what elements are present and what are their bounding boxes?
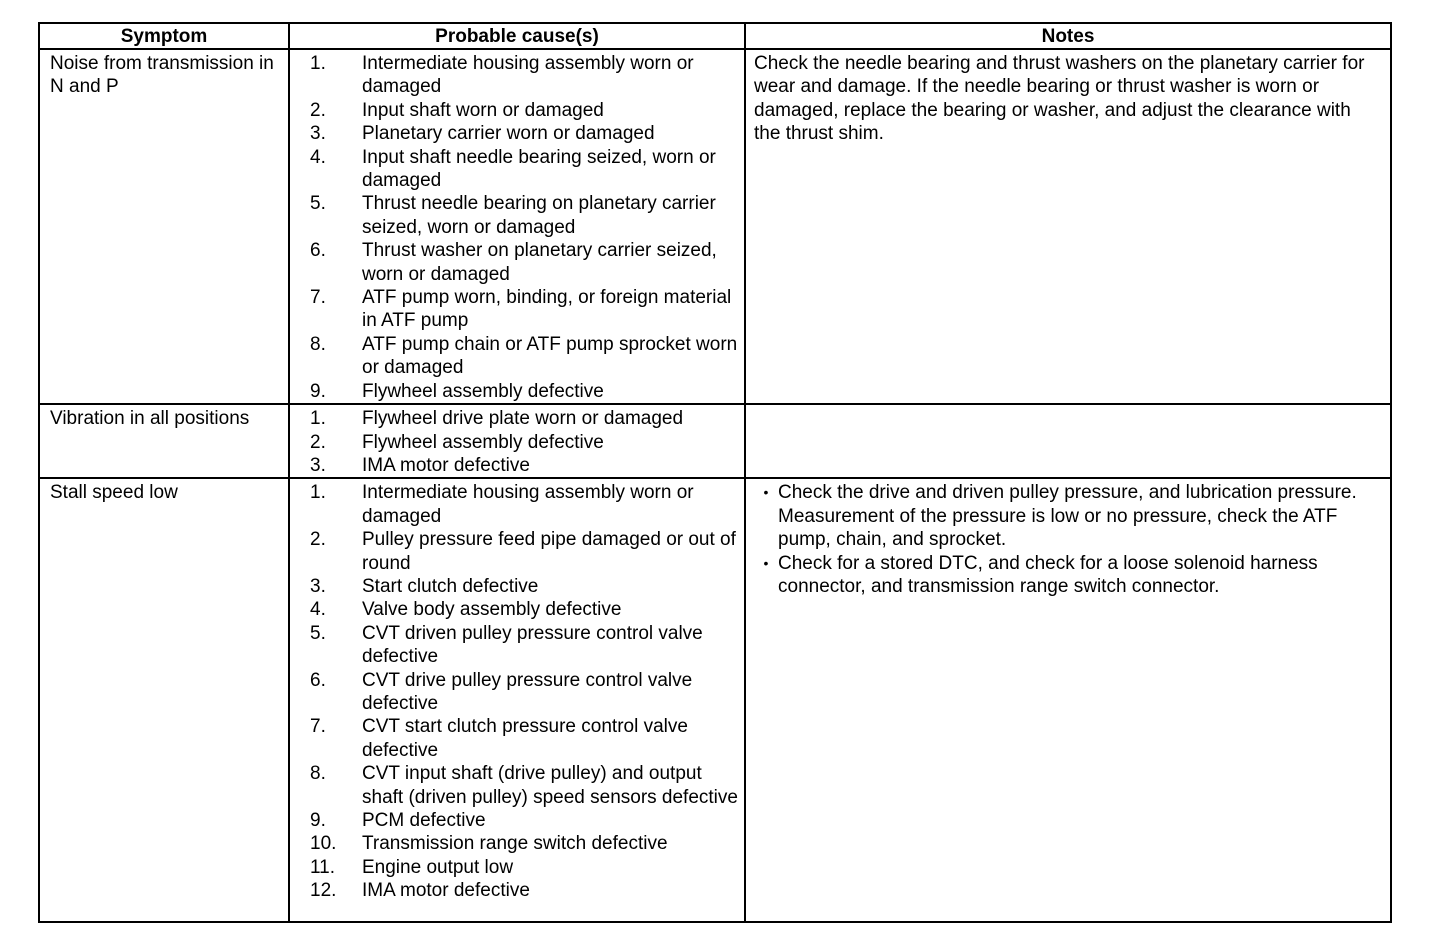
cause-text: CVT input shaft (drive pulley) and output shaft (driven pulley) speed sensors defective	[362, 763, 738, 808]
notes-header: Notes	[745, 23, 1391, 49]
cause-number: 1.	[310, 482, 326, 504]
cause-number: 5.	[310, 622, 326, 644]
table-row	[39, 49, 1391, 404]
cause-item	[310, 809, 740, 832]
cause-item	[310, 380, 740, 403]
cause-number: 8.	[310, 333, 326, 355]
cause-item	[310, 146, 740, 193]
cause-item	[310, 715, 740, 762]
symptom-header: Symptom	[39, 23, 289, 49]
cause-text: Flywheel assembly defective	[362, 380, 604, 402]
cause-number: 9.	[310, 380, 326, 402]
cause-number: 4.	[310, 146, 326, 168]
cause-item	[310, 407, 740, 430]
troubleshooting-sheet	[38, 22, 1390, 923]
cause-number: 9.	[310, 810, 326, 831]
cause-number: 2.	[310, 431, 326, 453]
cause-text: Planetary carrier worn or damaged	[362, 123, 655, 145]
cause-number: 6.	[310, 240, 326, 262]
cause-item	[310, 454, 740, 477]
cause-number: 2.	[310, 529, 326, 551]
cause-text: Input shaft worn or damaged	[362, 99, 604, 121]
cause-number: 6.	[310, 669, 326, 691]
cause-text: ATF pump chain or ATF pump sprocket worn or damaged	[362, 333, 738, 379]
cause-text: Flywheel drive plate worn or damaged	[362, 408, 684, 430]
cause-text: CVT driven pulley pressure control valve defective	[362, 622, 703, 668]
cause-number: 7.	[310, 287, 326, 309]
cause-number: 3.	[310, 454, 326, 476]
note-text: Check for a stored DTC, and check for a loose solenoid harness connector, and transmission range switch connector.	[778, 552, 1318, 597]
cause-text: Thrust washer on planetary carrier seized, worn or damaged	[362, 240, 717, 285]
cause-text: Valve body assembly defective	[362, 599, 622, 621]
cause-item	[310, 122, 740, 145]
note-bullet-item	[754, 481, 1382, 551]
table-row	[39, 478, 1391, 922]
note-bullet-item	[754, 552, 1382, 599]
note-text: Check the drive and driven pulley pressure, and lubrication pressure. Measurement of the pressure is low or no pressure, check the ATF pump, chain, and sprocket.	[778, 482, 1357, 551]
cause-item	[310, 528, 740, 575]
cause-item	[310, 856, 740, 879]
cause-number: 3.	[310, 123, 326, 145]
cause-number: 3.	[310, 575, 326, 597]
table-row	[39, 404, 1391, 478]
cause-number: 8.	[310, 763, 326, 785]
cause-item	[310, 333, 740, 380]
causes-cell	[289, 478, 745, 922]
cause-text: Flywheel assembly defective	[362, 431, 604, 453]
cause-text: PCM defective	[362, 810, 486, 831]
cause-list	[310, 481, 740, 902]
cause-text: Pulley pressure feed pipe damaged or out of round	[362, 529, 736, 574]
cause-item	[310, 431, 740, 454]
cause-item	[310, 286, 740, 333]
causes-header: Probable cause(s)	[289, 23, 745, 49]
symptom-cell: Stall speed low	[39, 478, 289, 922]
cause-list	[310, 52, 740, 403]
cause-item	[310, 481, 740, 528]
symptom-cell: Vibration in all positions	[39, 404, 289, 478]
cause-number: 1.	[310, 408, 326, 430]
cause-item	[310, 575, 740, 598]
troubleshooting-table	[38, 22, 1392, 923]
cause-item	[310, 192, 740, 239]
symptom-cell: Noise from transmission in N and P	[39, 49, 289, 404]
cause-list	[310, 407, 740, 477]
cause-item	[310, 239, 740, 286]
notes-cell: Check the needle bearing and thrust washers on the planetary carrier for wear and damage. If the needle bearing or thrust washer is worn or damaged, replace the bearing or washer, and adjust the clearance with the thrust shim.	[745, 49, 1391, 404]
cause-number: 12.	[310, 880, 337, 902]
cause-text: Engine output low	[362, 856, 514, 878]
cause-item	[310, 762, 740, 809]
cause-number: 2.	[310, 99, 326, 121]
cause-text: Input shaft needle bearing seized, worn or damaged	[362, 146, 716, 192]
causes-cell	[289, 49, 745, 404]
cause-item	[310, 879, 740, 902]
cause-number: 5.	[310, 193, 326, 215]
cause-item	[310, 99, 740, 122]
causes-cell	[289, 404, 745, 478]
cause-text: IMA motor defective	[362, 880, 530, 902]
cause-text: CVT drive pulley pressure control valve defective	[362, 669, 693, 714]
cause-text: Start clutch defective	[362, 575, 539, 597]
cause-item	[310, 622, 740, 669]
cause-item	[310, 52, 740, 99]
bullet-icon: •	[763, 484, 769, 501]
notes-bullet-list	[754, 481, 1382, 598]
cause-text: CVT start clutch pressure control valve defective	[362, 716, 688, 761]
cause-item	[310, 832, 740, 855]
cause-item	[310, 669, 740, 716]
cause-item	[310, 598, 740, 621]
cause-number: 4.	[310, 599, 326, 621]
cause-text: Thrust needle bearing on planetary carrier seized, worn or damaged	[362, 193, 716, 238]
cause-text: Intermediate housing assembly worn or damaged	[362, 53, 694, 98]
cause-number: 10.	[310, 833, 337, 855]
cause-text: Intermediate housing assembly worn or damaged	[362, 482, 694, 527]
cause-text: ATF pump worn, binding, or foreign material in ATF pump	[362, 287, 732, 332]
notes-cell	[745, 404, 1391, 478]
bullet-icon: •	[763, 554, 769, 571]
cause-number: 7.	[310, 716, 326, 738]
cause-text: Transmission range switch defective	[362, 833, 668, 855]
header-row	[39, 23, 1391, 49]
cause-text: IMA motor defective	[362, 454, 530, 476]
cause-number: 1.	[310, 53, 326, 74]
notes-cell	[745, 478, 1391, 922]
cause-number: 11.	[310, 856, 336, 878]
